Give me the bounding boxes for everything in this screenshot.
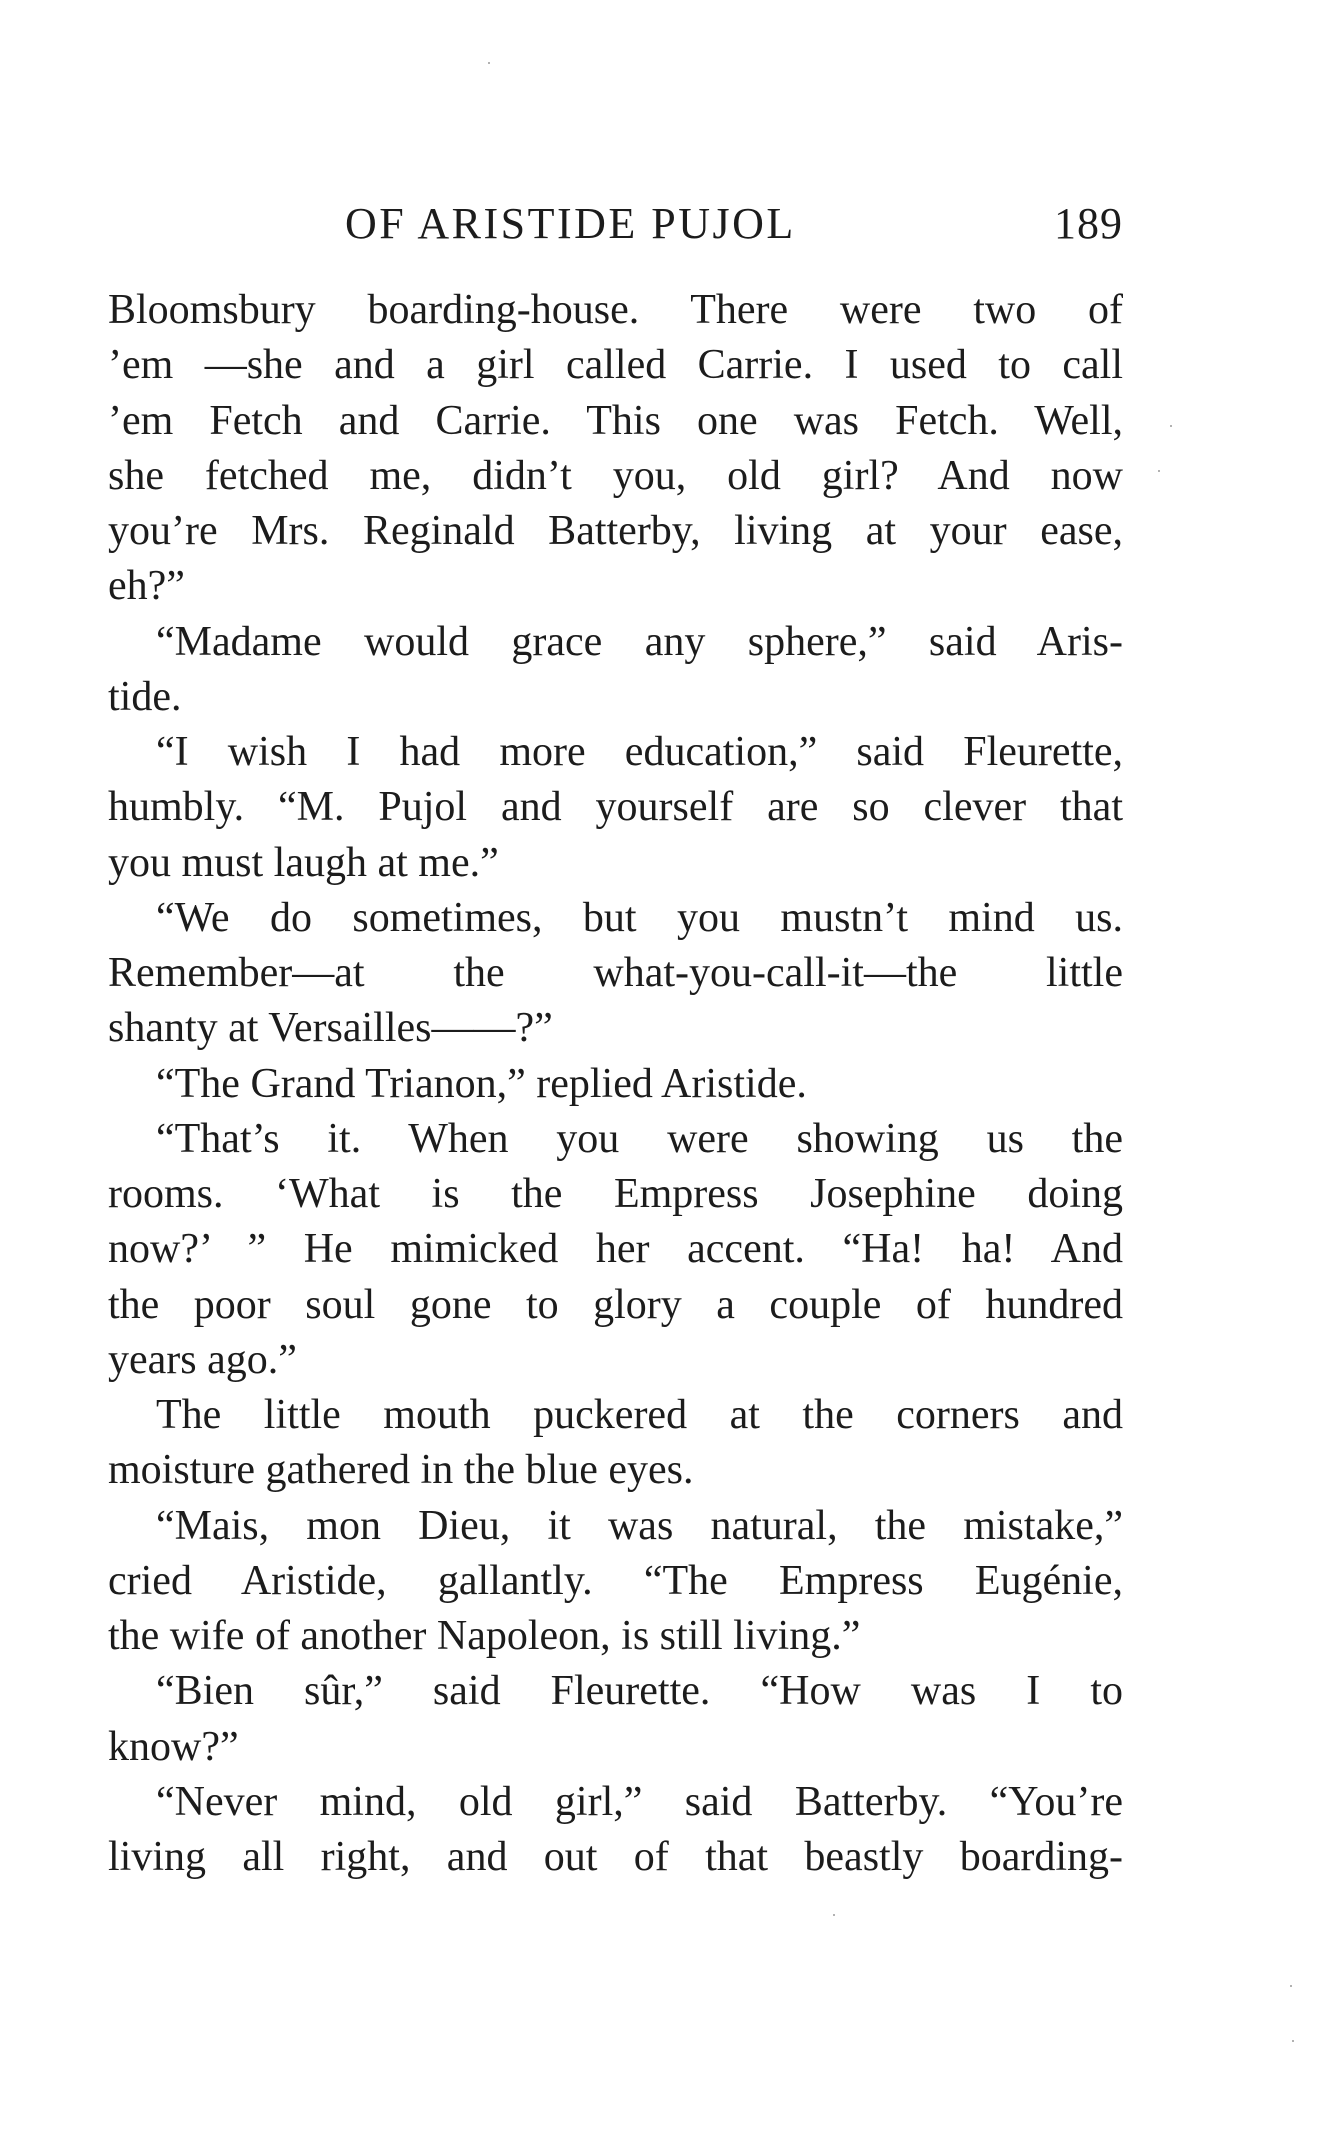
text-line: tide.	[108, 673, 182, 720]
text-line: Remember—at the what-you-call-it—the little	[108, 950, 1123, 996]
text-line: now?’ ” He mimicked her accent. “Ha! ha! And	[108, 1226, 1123, 1273]
text-line: “Mais, mon Dieu, it was natural, the mistake,”	[156, 1502, 1123, 1549]
text-line: “That’s it. When you were showing us the	[156, 1115, 1123, 1162]
paper-speck	[488, 62, 490, 64]
text-line: she fetched me, didn’t you, old girl? And now	[108, 452, 1123, 499]
text-line: Bloomsbury boarding-house. There were two of	[108, 287, 1123, 333]
text-line: ’em Fetch and Carrie. This one was Fetch. Well,	[108, 397, 1123, 444]
text-line: you must laugh at me.”	[108, 839, 499, 886]
text-line: “Bien sûr,” said Fleurette. “How was I to	[156, 1668, 1123, 1715]
text-line: the poor soul gone to glory a couple of hundred	[108, 1281, 1123, 1328]
text-line: years ago.”	[108, 1336, 297, 1383]
text-line: moisture gathered in the blue eyes.	[108, 1447, 694, 1494]
text-line: “We do sometimes, but you mustn’t mind us.	[156, 894, 1123, 941]
text-line: “Never mind, old girl,” said Batterby. “You’re	[156, 1778, 1123, 1825]
text-line: rooms. ‘What is the Empress Josephine doing	[108, 1171, 1123, 1217]
text-line: living all right, and out of that beastly boarding-	[108, 1834, 1123, 1880]
running-title: OF ARISTIDE PUJOL	[345, 199, 796, 248]
text-line: “The Grand Trianon,” replied Aristide.	[156, 1060, 807, 1107]
text-line: “Madame would grace any sphere,” said Aris-	[156, 618, 1123, 665]
page-number: 189	[1054, 199, 1123, 248]
paper-speck	[833, 1914, 835, 1916]
text-line: The little mouth puckered at the corners and	[156, 1392, 1123, 1438]
text-line: humbly. “M. Pujol and yourself are so clever that	[108, 784, 1123, 831]
paper-speck	[1292, 2040, 1294, 2042]
text-line: you’re Mrs. Reginald Batterby, living at your ease,	[108, 508, 1123, 554]
running-head	[108, 194, 1123, 254]
text-line: know?”	[108, 1723, 239, 1770]
text-line: “I wish I had more education,” said Fleurette,	[156, 729, 1123, 775]
text-line: cried Aristide, gallantly. “The Empress Eugénie,	[108, 1557, 1123, 1604]
body-text	[108, 283, 1123, 1885]
text-line: the wife of another Napoleon, is still living.”	[108, 1613, 861, 1659]
paper-speck	[1170, 425, 1172, 427]
text-line: shanty at Versailles——?”	[108, 1005, 553, 1052]
text-line: eh?”	[108, 563, 185, 610]
text-line: ’em —she and a girl called Carrie. I used to call	[108, 342, 1123, 389]
paper-speck	[1158, 470, 1160, 472]
paper-speck	[1290, 1985, 1292, 1987]
